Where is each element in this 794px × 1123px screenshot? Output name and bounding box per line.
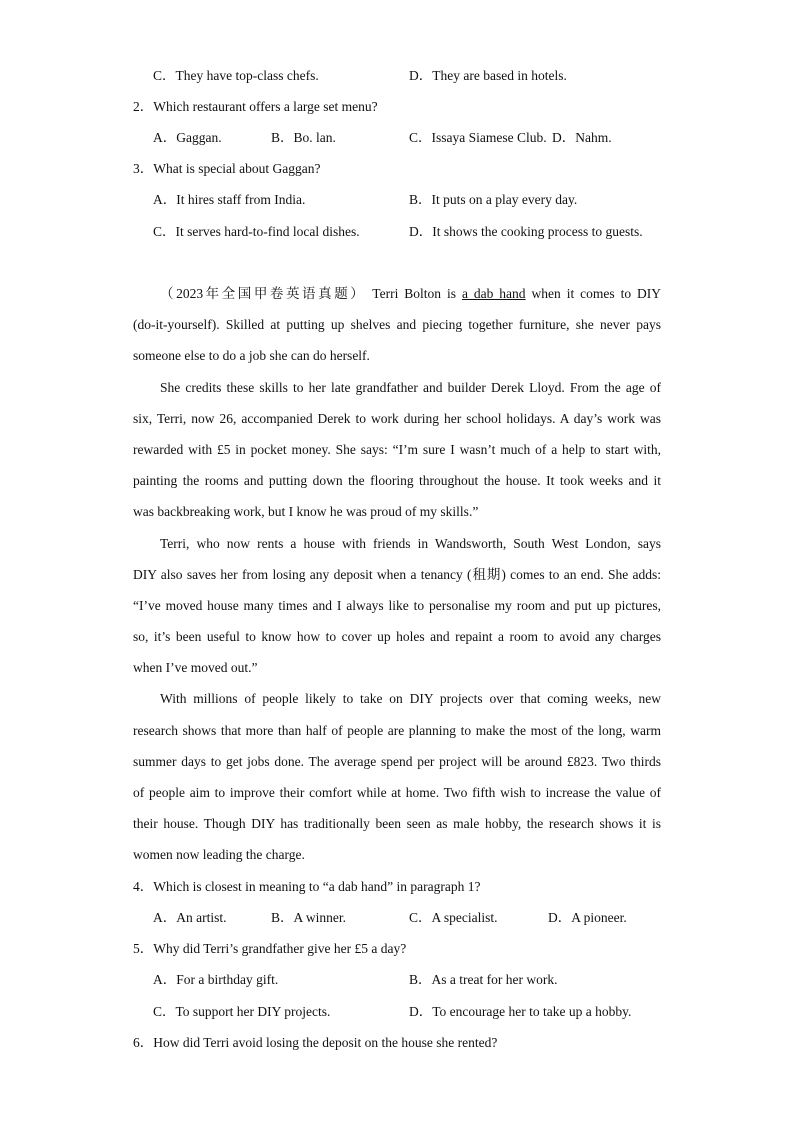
q3-option-d[interactable]: D．It shows the cooking process to guests. — [409, 224, 643, 239]
q4-option-a[interactable]: A．An artist. — [153, 910, 227, 925]
passage-line: research shows that more than half of people are planning to make the most of the long, warm — [133, 722, 661, 738]
q1-option-c[interactable]: C．They have top-class chefs. — [153, 68, 319, 83]
reading-passage — [133, 278, 661, 871]
passage-line: so, it’s been useful to know how to cover up holes and repaint a room to avoid any charges — [133, 629, 661, 645]
q3-option-a[interactable]: A．It hires staff from India. — [153, 192, 306, 207]
passage-line: rewarded with £5 in pocket money. She says: “I’m sure I wasn’t much of a help to start with, — [133, 441, 661, 457]
passage-line: painting the rooms and putting down the flooring throughout the house. It took weeks and it — [133, 473, 661, 489]
underlined-phrase: a dab hand — [461, 286, 526, 301]
passage-text: Terri Bolton is — [372, 286, 456, 301]
passage-line: of people aim to improve their comfort while at home. Two fifth wish to increase the value of — [133, 785, 661, 800]
q4-option-c[interactable]: C．A specialist. — [409, 910, 498, 925]
q2-option-a[interactable]: A．Gaggan. — [153, 130, 222, 145]
passage-line: Terri, who now rents a house with friends in Wandsworth, South West London, says — [160, 535, 661, 551]
passage-line: summer days to get jobs done. The average spend per project will be around £823. Two thirds — [133, 753, 661, 769]
q4-option-b[interactable]: B．A winner. — [271, 910, 347, 925]
q5-option-a[interactable]: A．For a birthday gift. — [153, 972, 279, 987]
passage-text: when it comes to DIY — [531, 286, 662, 301]
q3-option-b[interactable]: B．It puts on a play every day. — [409, 192, 578, 207]
q6-stem: 6．How did Terri avoid losing the deposit on the house she rented? — [133, 1035, 498, 1050]
passage-line: their house. Though DIY has traditionally been seen as male hobby, the research shows it is — [133, 816, 661, 832]
passage-line: when I’ve moved out.” — [133, 660, 258, 676]
passage-line: was backbreaking work, but I know he was proud of my skills.” — [133, 504, 479, 520]
passage-source: （2023年全国甲卷英语真题） — [160, 286, 367, 301]
q5-stem: 5．Why did Terri’s grandfather give her £5 a day? — [133, 941, 407, 956]
q3-stem: 3．What is special about Gaggan? — [133, 161, 321, 176]
q1-option-d[interactable]: D．They are based in hotels. — [409, 68, 567, 83]
q2-option-c[interactable]: C．Issaya Siamese Club. — [409, 130, 547, 145]
passage-line: six, Terri, now 26, accompanied Derek to work during her school holidays. A day’s work was — [133, 410, 661, 426]
passage-line: (do-it-yourself). Skilled at putting up shelves and piecing together furniture, she never pays — [133, 317, 661, 333]
q4-stem: 4．Which is closest in meaning to “a dab hand” in paragraph 1? — [133, 879, 481, 894]
q5-option-c[interactable]: C．To support her DIY projects. — [153, 1004, 331, 1019]
passage-line: “I’ve moved house many times and I always like to personalise my room and put up pictures, — [133, 597, 661, 613]
q4-option-d[interactable]: D．A pioneer. — [548, 910, 627, 925]
passage-line: With millions of people likely to take on DIY projects over that coming weeks, new — [160, 691, 661, 707]
passage-line: She credits these skills to her late grandfather and builder Derek Lloyd. From the age of — [160, 379, 661, 395]
q2-stem: 2．Which restaurant offers a large set menu? — [133, 99, 378, 114]
passage-line — [133, 278, 661, 309]
q3-option-c[interactable]: C．It serves hard-to-find local dishes. — [153, 224, 360, 239]
passage-line: DIY also saves her from losing any deposit when a tenancy (租期) comes to an end. She adds: — [133, 566, 661, 582]
passage-line: someone else to do a job she can do herself. — [133, 348, 370, 364]
q5-option-b[interactable]: B．As a treat for her work. — [409, 972, 558, 987]
passage-line: women now leading the charge. — [133, 847, 305, 863]
q2-option-b[interactable]: B．Bo. lan. — [271, 130, 336, 145]
q2-option-d[interactable]: D．Nahm. — [552, 130, 612, 145]
q5-option-d[interactable]: D．To encourage her to take up a hobby. — [409, 1004, 632, 1019]
